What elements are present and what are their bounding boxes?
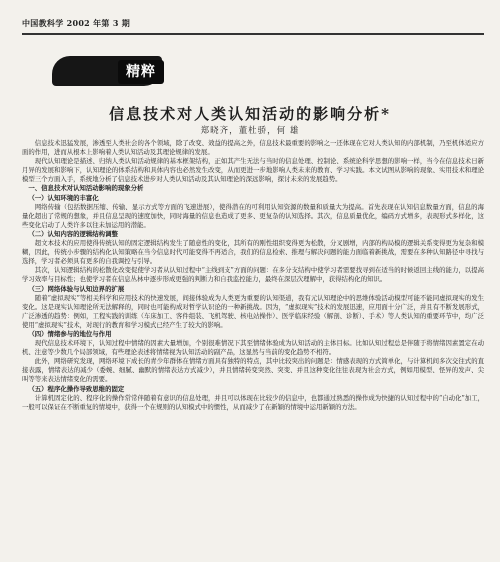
subsection-heading: （二）认知内容的逻辑结构调整	[28, 229, 118, 238]
running-header: 中国教科学 2002 年第 3 期	[22, 18, 131, 28]
article-authors: 郑晓齐，董杜骄，何 雄	[200, 126, 300, 136]
paragraph: 其次，认知逻辑结构的松散化改变促使学习者从认知过程中“主线到支”方面的问题：在多分支结构中使学习者需要找寻到在适当的时候返回主线的能力，以提高学习效率与目标性；也使学习者在信息丛林中逐步形成更强的判断力和自我监控能力，最终在深层次理解中，获得结构化的知识。	[22, 266, 484, 284]
subsection-heading: （五）程序化操作导致思维的固定	[28, 384, 125, 393]
paragraph: 信息技术迅猛发展，渗透至人类社会的各个领域，除了改变、效益的提高之外，信息技术最重要的影响之一还体现在它对人类认知的内部机制，乃至机体适应方面的作用，进而从根本上影响着人类认知活动及其理论规律的发展。	[22, 139, 484, 157]
paragraph: 此外，网络研究发现，网络环境下成长的青少年群体在情绪方面具有独特的特点，其中比较突出的问题是：情感表现的方式简单化，与计算机间多次交往式的直接表露，情绪表达的减少（委婉、细腻、幽默的情绪表达方式减少），并且情绪转变突然、突变、并且这种变化往往表现为社会方式，例如用模型、怪异的发声、尖叫等等来表达情绪变化的需要。	[22, 357, 484, 384]
subsection-heading: （四）情绪参与的地位与作用	[28, 329, 112, 338]
section-banner-label: 精粹	[118, 60, 164, 84]
article-title: 信息技术对人类认知活动的影响分析*	[109, 105, 391, 123]
paragraph: 超文本技术的应用使得传统认知的固定逻辑结构发生了随意性的变化，其所有的刚性组织变得更为松散，分叉剧增，内部的构局模的逻辑关系变得更为复杂和模糊，因此，传统小步骤的结构化认知策略在当今信息时代可能变得不再适合，我们的信息检索、推理与解决问题的能力面临着新挑战，需要在多种认知路径中寻找与选择，学习者必须具有更多的自我调控与引导。	[22, 239, 484, 266]
paragraph: 网络传输（包括数据压缩、传输、显示方式等方面的飞速进展），使得潜在的可利用认知资源的数量和质量大为提高。首先表现在认知信息数量方面，信息的海量化超出了常规的想象，并且信息呈现的速度加快，同时海量的信息也造成了更多、更复杂的认知选择。其次，信息质量优化，编码方式增多，表现形式多样化，这些变化启动了人类许多以往未加运用的潜能。	[22, 202, 484, 229]
header-rule	[22, 33, 484, 35]
paragraph: 随着“虚拟现实”等相关科学和应用技术的快速发展，间接体验成为人类更为重要的认知渠道，我有元认知理论中的思维体验活动模型可能不能同虚拟现实的发生变化。这是现实认知理论所无法解释的，同时也可能构成对哲学认识论的一种新挑战。因为，“虚拟现实”技术的发展迅速，应用面十分广泛，并且有不断发展形式，广泛渗透的趋势：例如，工程实践的训练（车床加工、客件组装、飞机驾驶、核电站操作）、医学临床经验（解剖、诊断）、手术）等人类认知的重要环节中，均广泛使用“虚拟现实”技术，对现行的教育和学习模式已经产生了较大的影响。	[22, 293, 484, 329]
subsection-heading: （三）网络体验与认知边界的扩展	[28, 284, 125, 293]
paragraph: 计算机固定化的、程序化的操作常常伴随着有意识的信息处理，并且可以体现在比较少的信息中，也都通过熟悉的操作成为快捷的认知过程中的“自动化”加工，一般可以保证在不断重复的情境中，获得一个在规则的认知模式中的惯性，从而减少了在新颖的情境中运用新颖的方法。	[22, 393, 484, 411]
paragraph: 现代认知理论是描述、归纳人类认知活动规律的基本框架结构，正如其产生无法与当时的信息处理、控制论、系统论科学思想的影响一样，当今在信息技术日新月异的发展和影响下，认知理论的体系结构和具体内容也必然发生改变，从而更进一步地影响人类未来的教育、学习实践。本文试图从影响的现象、实用技术和理论模型三个方面入手，系统地分析了信息技术进步对人类认知活动及其认知理论的深远影响，探讨未来的发展趋势。	[22, 157, 484, 184]
paragraph: 现代信息技术环境下，认知过程中情绪的因素大量增加，个别很难情况下其至情绪体验成为认知活动的主体目标。比如认知过程总是伴随于将情绪因素置定在动机、注意等少数几个局部领域，有些理论表述将情绪视为认知活动的副产品，这显然与当前的变化趋势不相符。	[22, 339, 484, 357]
section-heading: 一、信息技术对认知活动影响的现象分析	[28, 184, 144, 193]
subsection-heading: （一）认知环境的丰富化	[28, 193, 99, 202]
article-body	[22, 139, 484, 412]
